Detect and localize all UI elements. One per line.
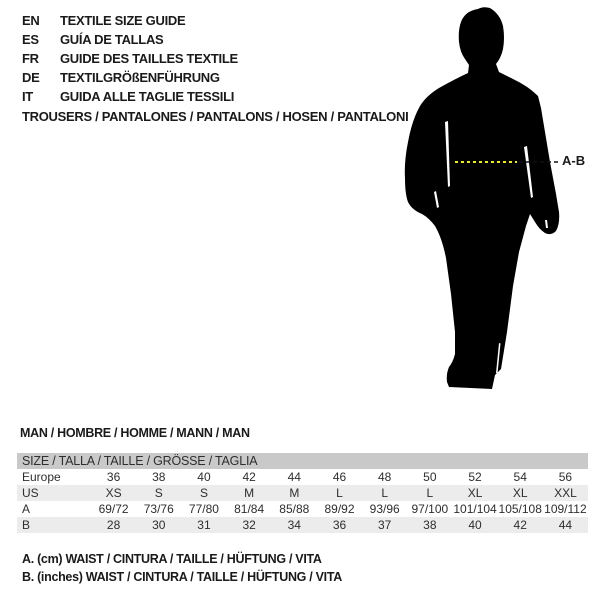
- size-cell: 50: [423, 470, 437, 484]
- size-cell: 93/96: [369, 502, 400, 516]
- size-cell: 42: [513, 518, 527, 532]
- size-cell: M: [244, 486, 255, 500]
- size-cell: 40: [468, 518, 482, 532]
- language-code: IT: [22, 89, 33, 104]
- size-cell: S: [154, 486, 163, 500]
- size-cell: XXL: [554, 486, 577, 500]
- size-cell: XL: [467, 486, 483, 500]
- size-cell: 44: [558, 518, 573, 532]
- size-cell: 38: [152, 470, 166, 484]
- language-label: GUIDA ALLE TAGLIE TESSILI: [60, 89, 235, 104]
- language-code: EN: [22, 13, 40, 28]
- size-cell: 69/72: [98, 502, 129, 516]
- size-cell: M: [289, 486, 300, 500]
- size-cell: 109/112: [544, 502, 587, 516]
- size-cell: 89/92: [324, 502, 355, 516]
- language-label: TEXTILE SIZE GUIDE: [60, 13, 186, 28]
- size-cell: 97/100: [411, 502, 449, 516]
- size-cell: XS: [105, 486, 122, 500]
- size-cell: 42: [242, 470, 256, 484]
- size-cell: 44: [287, 470, 301, 484]
- size-cell: 77/80: [188, 502, 219, 516]
- size-cell: L: [381, 486, 389, 500]
- language-code: DE: [22, 70, 40, 85]
- size-cell: 105/108: [498, 502, 542, 516]
- size-table-body: [17, 469, 588, 533]
- size-cell: 48: [377, 470, 392, 484]
- section-title-man: MAN / HOMBRE / HOMME / MANN / MAN: [20, 426, 250, 440]
- size-cell: 101/104: [453, 502, 497, 516]
- category-title: TROUSERS / PANTALONES / PANTALONS / HOSEN / PANTALONI: [22, 109, 409, 124]
- language-label: TEXTILGRÖßENFÜHRUNG: [60, 70, 220, 85]
- size-cell: 52: [468, 470, 482, 484]
- measure-label-ab: A-B: [562, 153, 586, 168]
- man-silhouette-body: [405, 7, 559, 389]
- language-label: GUÍA DE TALLAS: [60, 32, 164, 47]
- size-cell: 32: [242, 518, 256, 532]
- row-label: US: [22, 486, 39, 500]
- row-label: Europe: [22, 470, 61, 484]
- size-table-header: SIZE / TALLA / TAILLE / GRÖSSE / TAGLIA: [17, 453, 588, 469]
- man-silhouette-figure: [395, 2, 600, 400]
- size-cell: 38: [423, 518, 437, 532]
- language-label: GUIDE DES TAILLES TEXTILE: [60, 51, 238, 66]
- language-row: [22, 87, 238, 106]
- size-cell: L: [426, 486, 434, 500]
- size-cell: 46: [332, 470, 347, 484]
- size-cell: 36: [332, 518, 347, 532]
- size-cell: 73/76: [143, 502, 174, 516]
- size-cell: S: [199, 486, 208, 500]
- size-cell: 54: [513, 470, 527, 484]
- table-row: [17, 485, 588, 501]
- size-cell: 36: [106, 470, 121, 484]
- size-cell: 28: [106, 518, 121, 532]
- language-row: [22, 49, 238, 68]
- language-row: [22, 68, 238, 87]
- size-cell: 31: [197, 518, 211, 532]
- size-cell: 56: [558, 470, 573, 484]
- language-row: [22, 11, 238, 30]
- language-list: [22, 11, 238, 106]
- size-table: [17, 453, 588, 533]
- size-cell: 34: [287, 518, 301, 532]
- language-row: [22, 30, 238, 49]
- row-label: A: [22, 502, 31, 516]
- table-row: [17, 517, 588, 533]
- table-row: [17, 469, 588, 485]
- size-cell: 40: [197, 470, 211, 484]
- language-code: ES: [22, 32, 39, 47]
- size-cell: 81/84: [234, 502, 265, 516]
- size-cell: XL: [512, 486, 528, 500]
- note-waist-cm: A. (cm) WAIST / CINTURA / TAILLE / HÜFTUNG / VITA: [22, 552, 322, 566]
- size-cell: 37: [377, 518, 392, 532]
- note-waist-inches: B. (inches) WAIST / CINTURA / TAILLE / HÜFTUNG / VITA: [22, 570, 342, 584]
- language-code: FR: [22, 51, 39, 66]
- measurement-notes: [22, 552, 342, 588]
- table-row: [17, 501, 588, 517]
- size-cell: 30: [152, 518, 166, 532]
- size-cell: 85/88: [279, 502, 310, 516]
- size-cell: L: [336, 486, 343, 500]
- row-label: B: [22, 518, 31, 532]
